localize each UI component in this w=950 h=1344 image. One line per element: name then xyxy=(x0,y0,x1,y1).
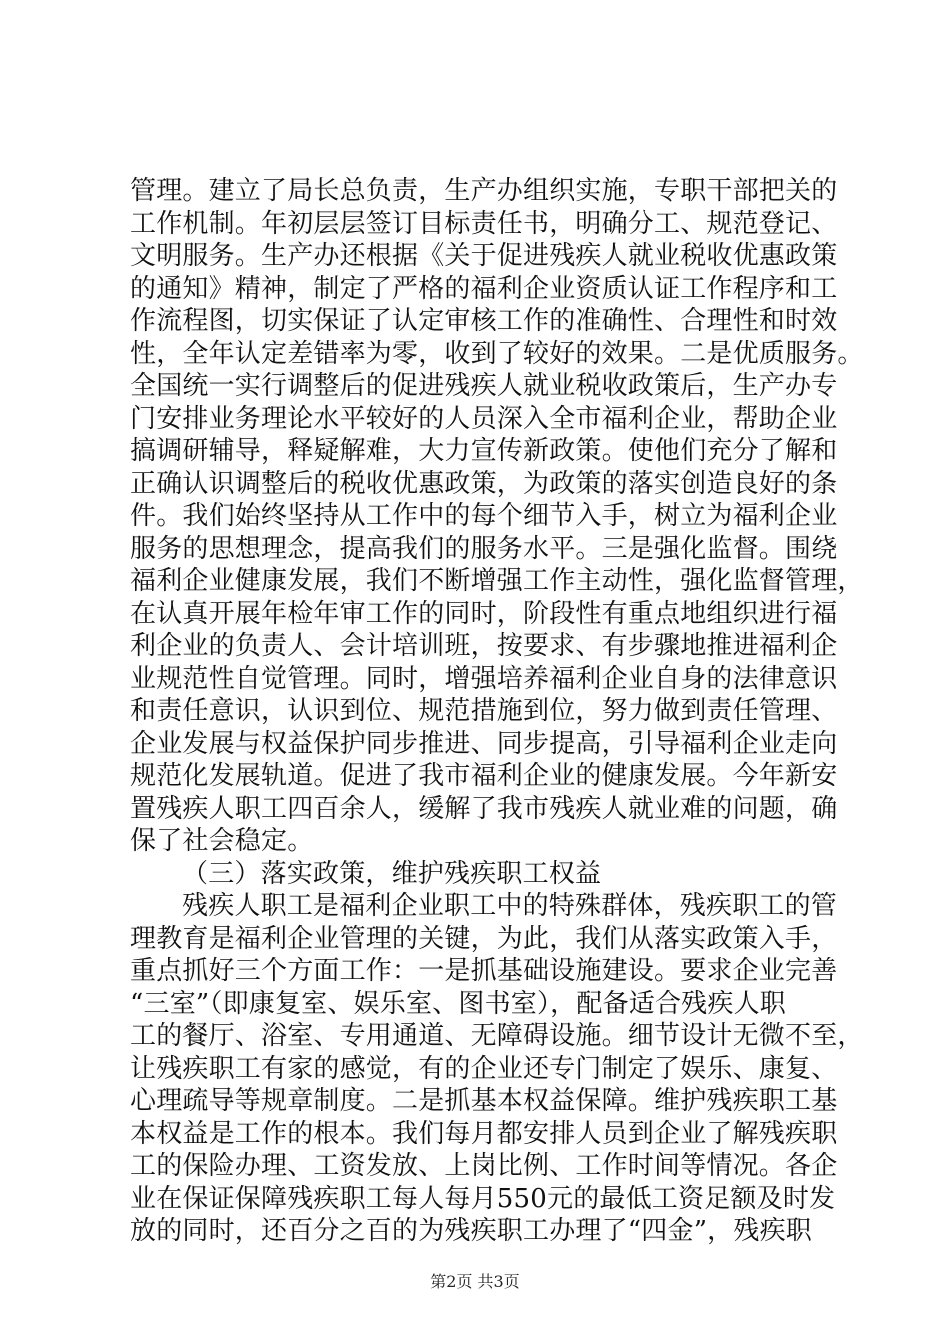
paragraph-first-line: 残疾人职工是福利企业职工中的特殊群体，残疾职工的管 xyxy=(182,891,838,921)
text-line: 心理疏导等规章制度。二是抓基本权益保障。维护残疾职工基 xyxy=(130,1086,838,1116)
text-line: 让残疾职工有家的感觉，有的企业还专门制定了娱乐、康复、 xyxy=(130,1053,838,1084)
page-number-label: 第2页 共3页 xyxy=(430,1272,520,1291)
page-footer xyxy=(0,1272,950,1292)
text-line: 工的保险办理、工资发放、上岗比例、工作时间等情况。各企 xyxy=(130,1151,838,1181)
text-line: 正确认识调整后的税收优惠政策，为政策的落实创造良好的条 xyxy=(130,468,838,499)
text-line: 重点抓好三个方面工作：一是抓基础设施建设。要求企业完善 xyxy=(130,956,838,986)
text-line: 福利企业健康发展，我们不断增强工作主动性，强化监督管理， xyxy=(130,566,864,596)
text-line: 门安排业务理论水平较好的人员深入全市福利企业，帮助企业 xyxy=(130,403,838,434)
text-line: 工的餐厅、浴室、专用通道、无障碍设施。细节设计无微不至， xyxy=(130,1021,864,1051)
text-line: 工作机制。年初层层签订目标责任书，明确分工、规范登记、 xyxy=(130,208,838,239)
text-line: 性，全年认定差错率为零，收到了较好的效果。二是优质服务。 xyxy=(130,338,864,369)
text-line: 件。我们始终坚持从工作中的每个细节入手，树立为福利企业 xyxy=(130,501,838,531)
text-line: 理教育是福利企业管理的关键，为此，我们从落实政策入手， xyxy=(130,923,838,954)
text-line: 作流程图，切实保证了认定审核工作的准确性、合理性和时效 xyxy=(130,306,838,336)
text-line: 管理。建立了局长总负责，生产办组织实施，专职干部把关的 xyxy=(130,176,838,206)
text-line: 规范化发展轨道。促进了我市福利企业的健康发展。今年新安 xyxy=(130,761,838,791)
text-line: 的通知》精神，制定了严格的福利企业资质认证工作程序和工 xyxy=(130,273,838,304)
text-line: 搞调研辅导，释疑解难，大力宣传新政策。使他们充分了解和 xyxy=(130,436,838,466)
text-line: 在认真开展年检年审工作的同时，阶段性有重点地组织进行福 xyxy=(130,598,838,629)
text-line: 业规范性自觉管理。同时，增强培养福利企业自身的法律意识 xyxy=(130,663,838,694)
text-line: 服务的思想理念，提高我们的服务水平。三是强化监督。围绕 xyxy=(130,533,838,564)
text-line: 本权益是工作的根本。我们每月都安排人员到企业了解残疾职 xyxy=(130,1118,838,1149)
text-line: “三室”（即康复室、娱乐室、图书室），配备适合残疾人职 xyxy=(130,988,786,1019)
text-line: 和责任意识，认识到位、规范措施到位，努力做到责任管理、 xyxy=(130,696,838,726)
text-line: 业在保证保障残疾职工每人每月550元的最低工资足额及时发 xyxy=(130,1183,836,1214)
text-line: 全国统一实行调整后的促进残疾人就业税收政策后，生产办专 xyxy=(130,371,838,401)
text-line: 利企业的负责人、会计培训班，按要求、有步骤地推进福利企 xyxy=(130,631,838,661)
text-line: 企业发展与权益保护同步推进、同步提高，引导福利企业走向 xyxy=(130,728,838,759)
text-line: 置残疾人职工四百余人，缓解了我市残疾人就业难的问题，确 xyxy=(130,793,838,824)
text-line: 文明服务。生产办还根据《关于促进残疾人就业税收优惠政策 xyxy=(130,241,838,271)
section-heading: （三）落实政策，维护残疾职工权益 xyxy=(182,858,602,889)
document-body xyxy=(130,175,864,1248)
text-line: 放的同时，还百分之百的为残疾职工办理了“四金”，残疾职 xyxy=(130,1216,812,1246)
text-line: 保了社会稳定。 xyxy=(130,826,314,856)
